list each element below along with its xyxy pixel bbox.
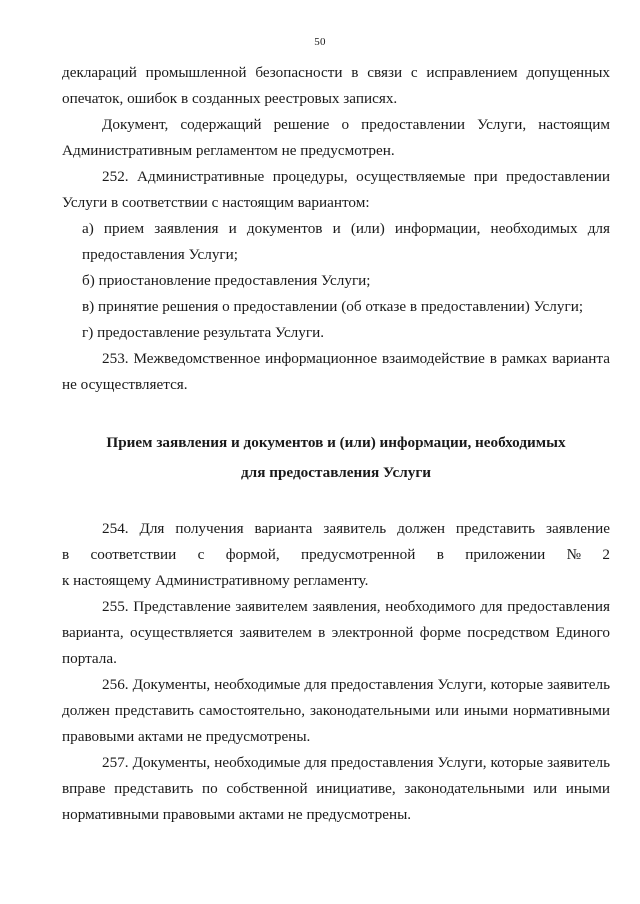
word: №	[566, 546, 582, 563]
paragraph-252: 252. Административные процедуры, осуществляемые при предоставлении Услуги в соответствии с настоящим вариантом:	[62, 168, 610, 211]
word: с	[197, 546, 205, 563]
paragraph-254-line-2	[62, 542, 610, 568]
paragraph-255: 255. Представление заявителем заявления, необходимого для предоставления варианта, осуществляется заявителем в электронной форме посредством Единого портала.	[62, 598, 610, 667]
paragraph-254	[62, 516, 610, 594]
paragraph-257: 257. Документы, необходимые для предоставления Услуги, которые заявитель вправе представить по собственной инициативе, законодательными или иными нормативными правовыми актами не предусмотрены.	[62, 754, 610, 823]
paragraph-256: 256. Документы, необходимые для предоставления Услуги, которые заявитель должен представить самостоятельно, законодательными или иными нормативными правовыми актами не предусмотрены.	[62, 676, 610, 745]
word: формой,	[225, 546, 280, 563]
list-item-g: г) предоставление результата Услуги.	[82, 324, 325, 341]
paragraph-254-line-1: 254. Для получения варианта заявитель должен представить заявление	[102, 520, 610, 537]
page-number: 50	[314, 36, 326, 48]
word: в	[62, 546, 70, 563]
section-heading-line-1: Прием заявления и документов и (или) информации, необходимых	[106, 434, 566, 451]
list-item-v: в) принятие решения о предоставлении (об отказе в предоставлении) Услуги;	[82, 298, 584, 315]
paragraph-decision-document: Документ, содержащий решение о предоставлении Услуги, настоящим Административным регламентом не предусмотрен.	[62, 116, 610, 159]
word: соответствии	[90, 546, 177, 563]
paragraph-continuation: деклараций промышленной безопасности в связи с исправлением допущенных опечаток, ошибок в созданных реестровых записях.	[62, 64, 610, 107]
word: предусмотренной	[300, 546, 416, 563]
list-item-a: а) прием заявления и документов и (или) информации, необходимых для предоставления Услуги;	[82, 220, 610, 263]
document-body	[62, 60, 610, 828]
word: в	[436, 546, 444, 563]
paragraph-254-line-3: к настоящему Административному регламенту.	[62, 572, 369, 589]
word: 2	[602, 546, 610, 563]
spacer	[62, 398, 610, 428]
section-heading-line-2: для предоставления Услуги	[241, 464, 431, 481]
spacer	[62, 488, 610, 516]
paragraph-253: 253. Межведомственное информационное взаимодействие в рамках варианта не осуществляется.	[62, 350, 610, 393]
list-item-b: б) приостановление предоставления Услуги;	[82, 272, 371, 289]
word: приложении	[465, 546, 546, 563]
